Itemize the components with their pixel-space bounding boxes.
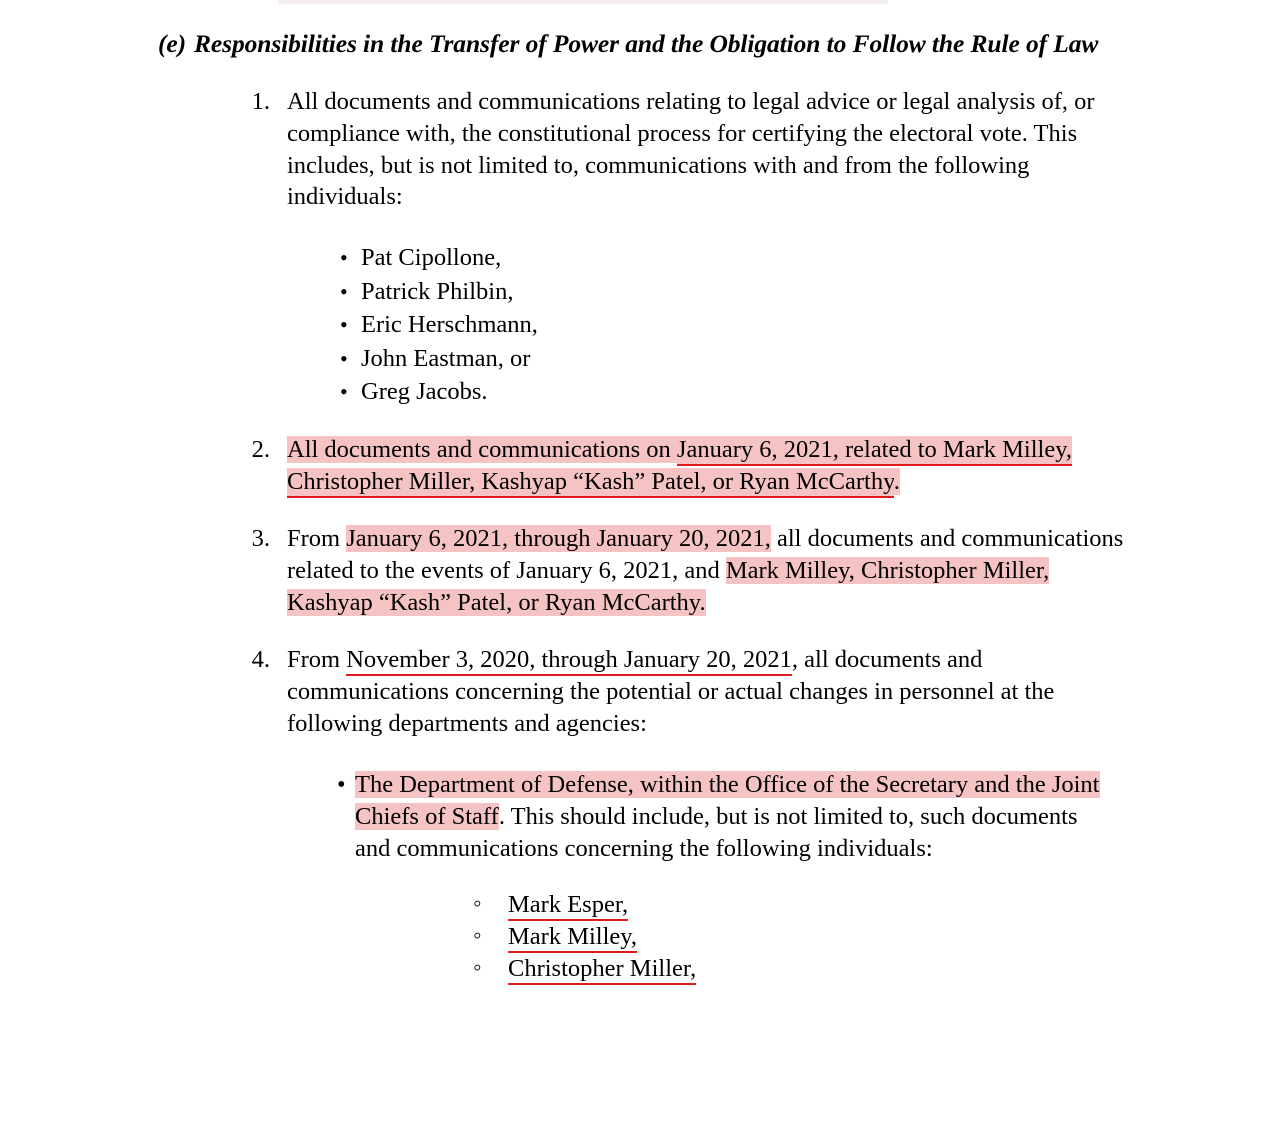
list-item-4	[240, 644, 1140, 739]
list-item-2-text	[287, 434, 1140, 498]
highlighted-tail-text: .	[893, 467, 900, 495]
list-item	[465, 889, 965, 921]
highlighted-date-range: January 6, 2021, through January 20, 2021,	[346, 525, 771, 552]
list-item-1	[240, 86, 1140, 213]
list-item-1-text: All documents and communications relating to legal advice or legal analysis of, or compliance with, the constitutional process for certifying the electoral vote. This includes, but is not limited to, communications with and from the following individuals:	[287, 88, 1095, 211]
section-heading-text: Responsibilities in the Transfer of Power and the Obligation to Follow the Rule of Law	[194, 29, 1099, 58]
highlighted-underlined-text: January 6, 2021, related to Mark Milley, Christopher Miller, Kashyap “Kash” Patel, or Ryan McCarthy	[287, 436, 1072, 498]
list-item: • Patrick Philbin,	[329, 275, 849, 309]
department-of-defense-bullet	[329, 769, 1109, 864]
list-item-1-number: 1.	[251, 88, 270, 115]
lead-text: From	[287, 525, 347, 552]
highlighted-department-text: The Department of Defense, within the Office of the Secretary and the Joint Chiefs of Staff	[355, 771, 1100, 830]
middle-text: all documents and communications related to the events of January 6, 2021, and	[287, 525, 1124, 584]
underlined-name: Mark Milley,	[508, 923, 637, 953]
highlighted-names: Mark Milley, Christopher Miller, Kashyap “Kash” Patel, or Ryan McCarthy.	[287, 556, 1050, 616]
underlined-name: Christopher Miller,	[508, 955, 696, 985]
list-item-2	[240, 434, 1140, 498]
list-item: • Eric Herschmann,	[329, 308, 849, 342]
department-tail-text: . This should include, but is not limited to, such documents and communications concerning the following individuals:	[355, 802, 1078, 862]
list-item-2-number: 2.	[251, 436, 270, 463]
tail-text: , all documents and communications concerning the potential or actual changes in personnel at the following departments and agencies:	[287, 646, 1055, 737]
list-item: • Pat Cipollone,	[329, 241, 849, 275]
list-item: • John Eastman, or	[329, 342, 849, 376]
list-item: • Greg Jacobs.	[329, 375, 849, 409]
lead-text: From	[287, 646, 347, 673]
legal-advisors-list	[329, 241, 849, 409]
highlighted-lead-text: All documents and communications on	[287, 436, 677, 463]
list-item	[465, 953, 965, 985]
underlined-name: Mark Esper,	[508, 891, 628, 921]
list-item-3	[240, 523, 1140, 618]
list-item-3-number: 3.	[251, 525, 270, 552]
underlined-date-range: November 3, 2020, through January 20, 2021	[346, 646, 792, 676]
list-item-3-text	[287, 523, 1140, 618]
defense-officials-list	[465, 889, 965, 986]
department-of-defense-text	[355, 769, 1109, 864]
list-item-4-text	[287, 644, 1140, 739]
bullet-dot-icon: •	[337, 771, 346, 798]
list-item-4-number: 4.	[251, 646, 270, 673]
list-item	[465, 921, 965, 953]
page-top-highlight-residue	[278, 0, 888, 4]
section-heading-marker: (e)	[158, 29, 187, 58]
section-heading	[158, 28, 1138, 60]
